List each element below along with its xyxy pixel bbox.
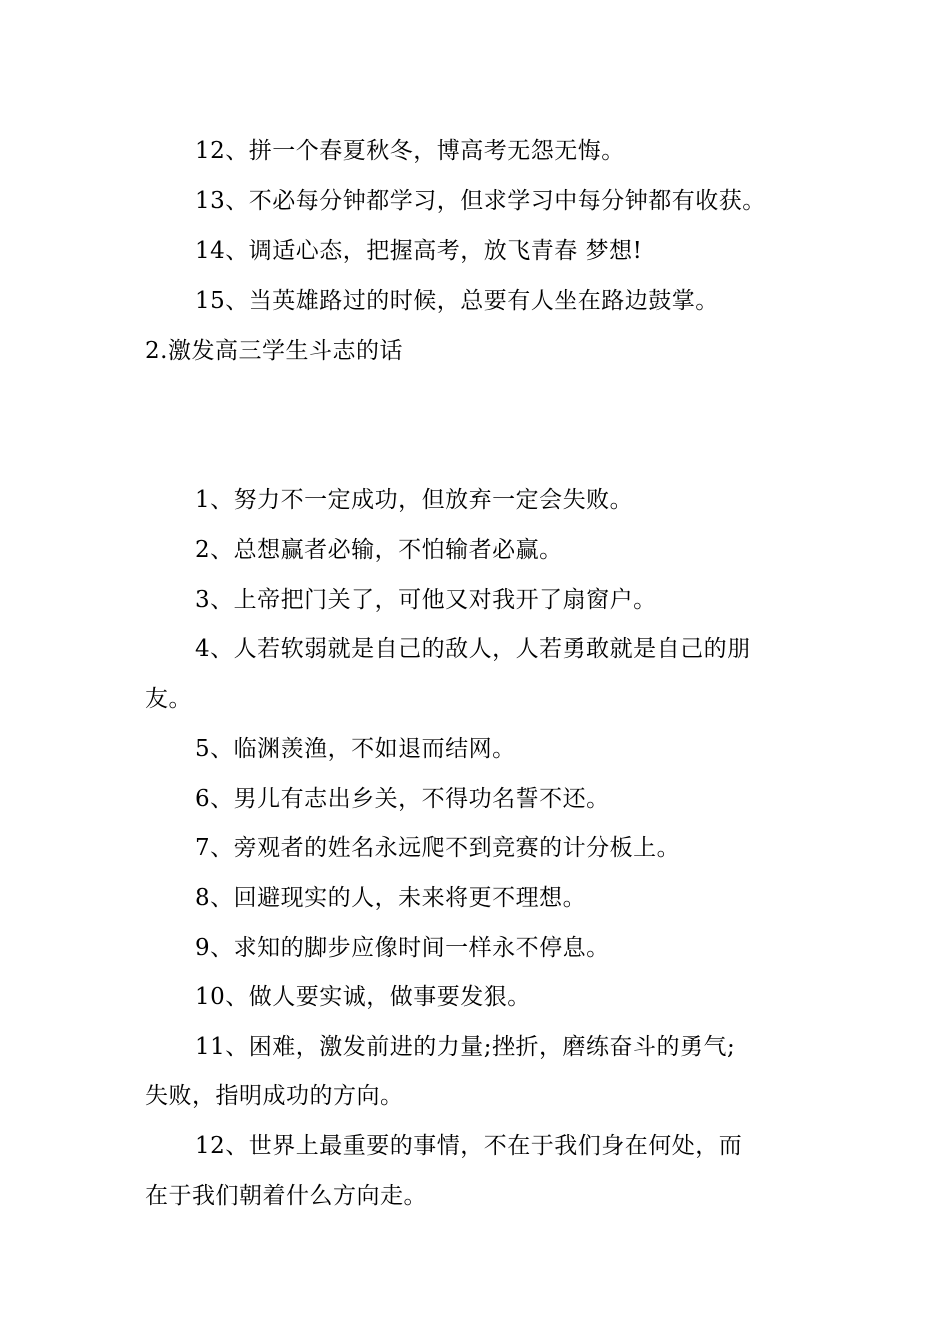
- list-item-continuation: 失败，指明成功的方向。: [145, 1083, 404, 1109]
- list-item: 14、调适心态，把握高考，放飞青春 梦想!: [195, 238, 643, 264]
- list-item: 7、旁观者的姓名永远爬不到竞赛的计分板上。: [195, 835, 681, 861]
- list-item: 1、努力不一定成功，但放弃一定会失败。: [195, 487, 634, 513]
- section-heading: 2.激发高三学生斗志的话: [145, 338, 403, 364]
- list-item: 5、临渊羡渔，不如退而结网。: [195, 736, 516, 762]
- list-item-continuation: 友。: [145, 686, 192, 712]
- list-item: 11、困难，激发前进的力量;挫折，磨练奋斗的勇气;: [195, 1034, 736, 1060]
- list-item: 13、不必每分钟都学习，但求学习中每分钟都有收获。: [195, 188, 766, 214]
- list-item-continuation: 在于我们朝着什么方向走。: [145, 1183, 427, 1209]
- list-item: 4、人若软弱就是自己的敌人，人若勇敢就是自己的朋: [195, 636, 751, 662]
- list-item: 9、求知的脚步应像时间一样永不停息。: [195, 935, 610, 961]
- list-item: 8、回避现实的人，未来将更不理想。: [195, 885, 587, 911]
- list-item: 3、上帝把门关了，可他又对我开了扇窗户。: [195, 587, 657, 613]
- list-item: 12、拼一个春夏秋冬，博高考无怨无悔。: [195, 138, 625, 164]
- list-item: 15、当英雄路过的时候，总要有人坐在路边鼓掌。: [195, 288, 719, 314]
- list-item: 6、男儿有志出乡关，不得功名誓不还。: [195, 786, 610, 812]
- list-item: 2、总想赢者必输，不怕输者必赢。: [195, 537, 563, 563]
- list-item: 10、做人要实诚，做事要发狠。: [195, 984, 531, 1010]
- list-item: 12、世界上最重要的事情，不在于我们身在何处，而: [195, 1133, 743, 1159]
